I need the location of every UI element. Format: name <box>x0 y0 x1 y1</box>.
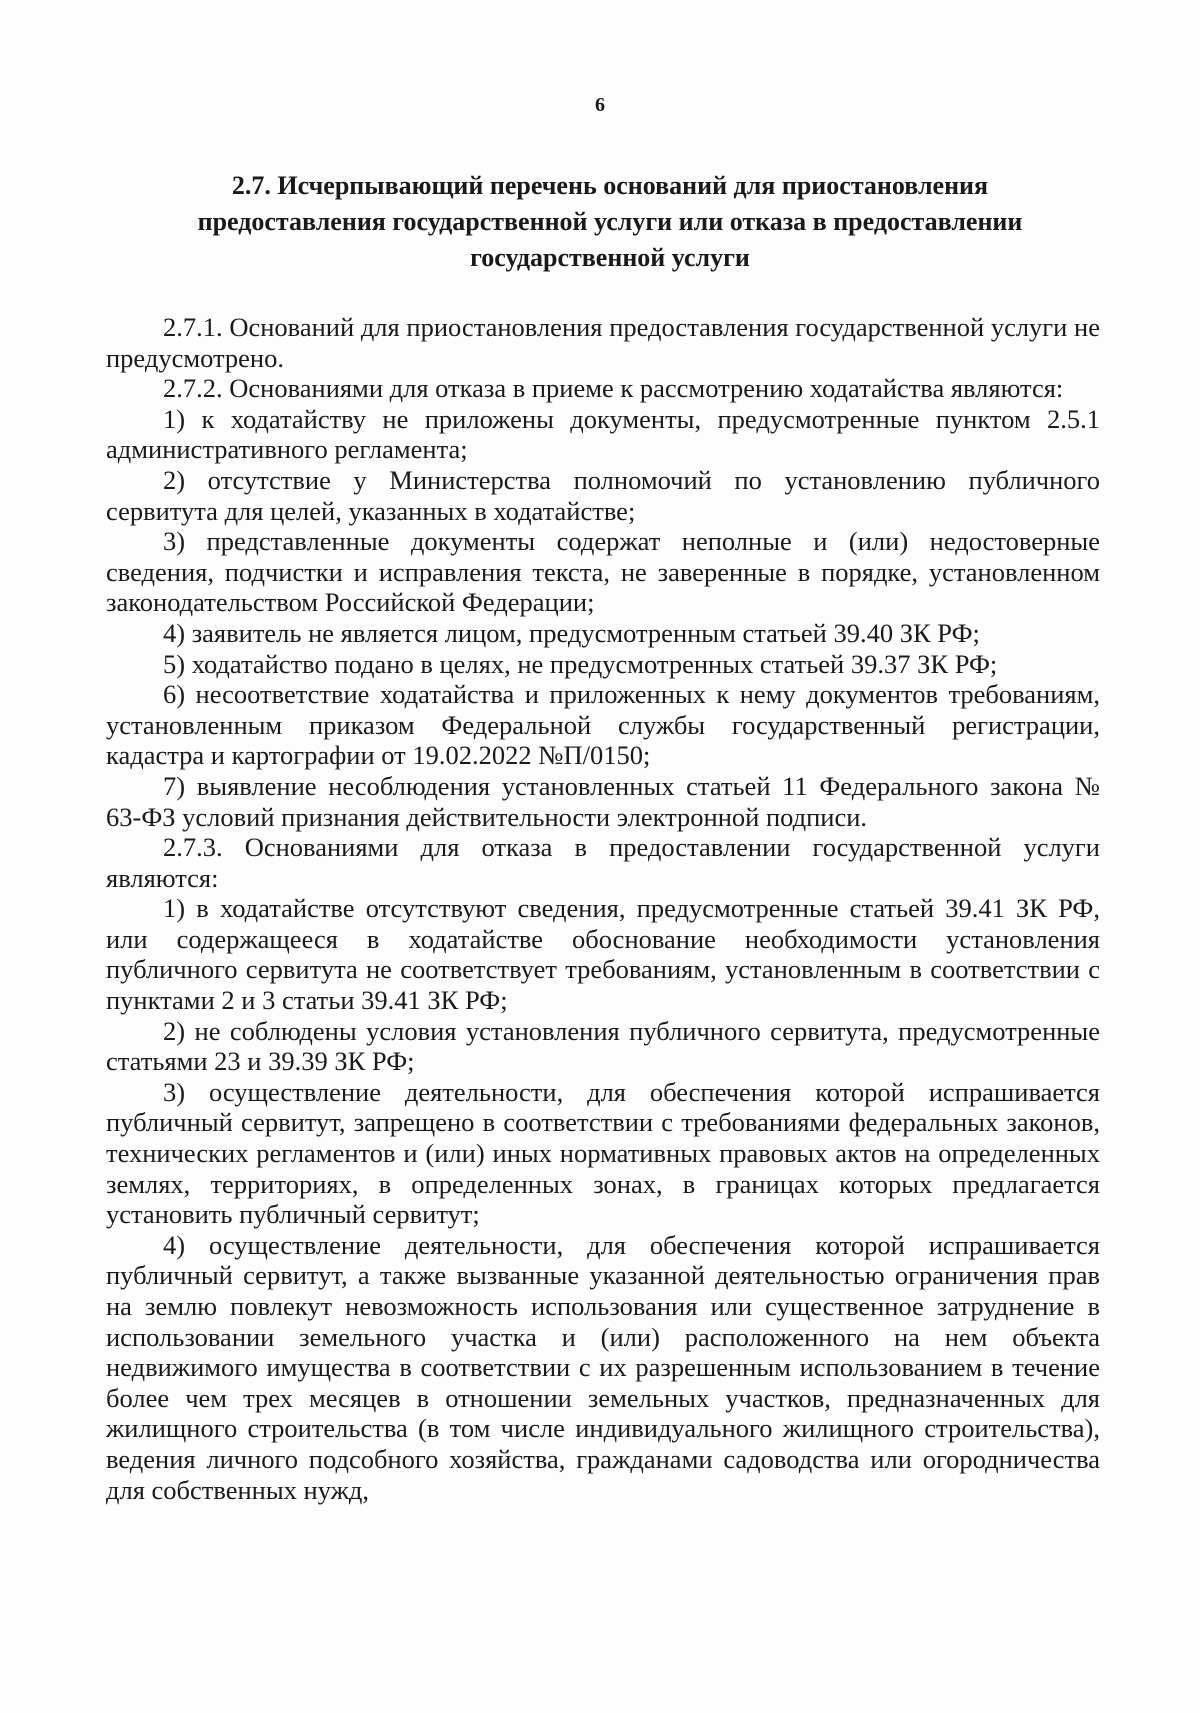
paragraph: 4) осуществление деятельности, для обеспечения которой испрашивается публичный сервитут, а также вызванные указанной деятельностью ограничения прав на землю повлекут невозможность использования или существенное затруднение в использовании земельного участка и (или) расположенного на нем объекта недвижимого имущества в соответствии с их разрешенным использованием в течение более чем трех месяцев в отношении земельных участков, предназначенных для жилищного строительства (в том числе индивидуального жилищного строительства), ведения личного подсобного хозяйства, гражданами садоводства или огородничества для собственных нужд, <box>106 1229 1100 1505</box>
paragraph: 3) осуществление деятельности, для обеспечения которой испрашивается публичный сервитут, запрещено в соответствии с требованиями федеральных законов, технических регламентов и (или) иных нормативных правовых актов на определенных землях, территориях, в определенных зонах, в границах которых предлагается установить публичный сервитут; <box>106 1076 1100 1230</box>
paragraph: 1) в ходатайстве отсутствуют сведения, предусмотренные статьей 39.41 ЗК РФ, или содержащееся в ходатайстве обоснование необходимости установления публичного сервитута не соответствует требованиям, установленным в соответствии с пунктами 2 и 3 статьи 39.41 ЗК РФ; <box>106 893 1100 1016</box>
page-number: 6 <box>595 94 605 116</box>
paragraph: 7) выявление несоблюдения установленных статьей 11 Федерального закона № 63-ФЗ условий признания действительности электронной подписи. <box>106 770 1100 832</box>
heading-line: государственной услуги <box>470 243 750 272</box>
paragraph: 2.7.1. Оснований для приостановления предоставления государственной услуги не предусмотрено. <box>106 312 1100 373</box>
paragraph: 2) не соблюдены условия установления публичного сервитута, предусмотренные статьями 23 и 39.39 ЗК РФ; <box>106 1015 1100 1077</box>
paragraph: 2) отсутствие у Министерства полномочий по установлению публичного сервитута для целей, указанных в ходатайстве; <box>106 464 1100 526</box>
paragraph: 6) несоответствие ходатайства и приложенных к нему документов требованиям, установленным приказом Федеральной службы государственный регистрации, кадастра и картографии от 19.02.2022 №П/0150; <box>106 679 1100 771</box>
section-heading <box>150 168 1070 276</box>
paragraph: 1) к ходатайству не приложены документы, предусмотренные пунктом 2.5.1 административного регламента; <box>106 403 1100 465</box>
heading-line: 2.7. Исчерпывающий перечень оснований для приостановления <box>231 171 989 200</box>
paragraph: 5) ходатайство подано в целях, не предусмотренных статьей 39.37 ЗК РФ; <box>163 648 998 679</box>
paragraph: 4) заявитель не является лицом, предусмотренным статьей 39.40 ЗК РФ; <box>163 617 980 648</box>
heading-line: предоставления государственной услуги или отказа в предоставлении <box>197 207 1023 236</box>
paragraph: 2.7.3. Основаниями для отказа в предоставлении государственной услуги являются: <box>106 832 1100 893</box>
paragraph: 2.7.2. Основаниями для отказа в приеме к рассмотрению ходатайства являются: <box>163 373 1064 404</box>
document-body <box>106 312 1100 1505</box>
paragraph: 3) представленные документы содержат неполные и (или) недостоверные сведения, подчистки и исправления текста, не заверенные в порядке, установленном законодательством Российской Федерации; <box>106 526 1100 618</box>
